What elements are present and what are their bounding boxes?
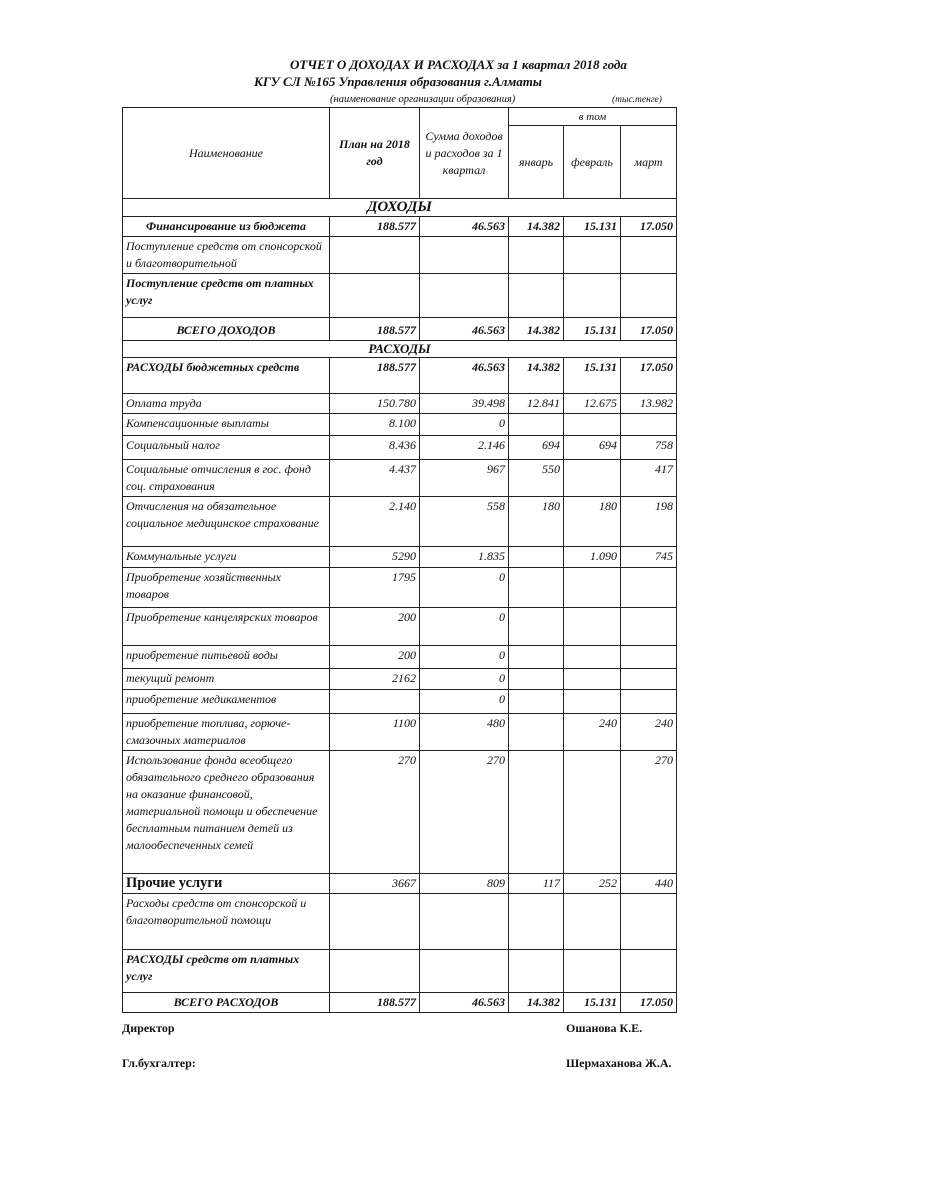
cell-mar xyxy=(621,894,677,950)
cell-mar: 417 xyxy=(621,460,677,497)
cell-mar: 17.050 xyxy=(621,217,677,237)
row-name: приобретение медикаментов xyxy=(123,690,330,714)
cell-mar xyxy=(621,950,677,993)
report-title: ОТЧЕТ О ДОХОДАХ И РАСХОДАХ за 1 квартал 2018 года xyxy=(290,57,627,72)
cell-jan xyxy=(509,547,564,568)
row-name: текущий ремонт xyxy=(123,669,330,690)
cell-feb xyxy=(564,274,621,318)
header-sum: Сумма доходов и расходов за 1 квартал xyxy=(420,108,509,199)
section-income: ДОХОДЫ xyxy=(123,199,677,217)
row-name: Поступление средств от платных услуг xyxy=(123,274,330,318)
table-row xyxy=(123,394,677,414)
cell-feb xyxy=(564,414,621,436)
row-name: Компенсационные выплаты xyxy=(123,414,330,436)
cell-plan: 270 xyxy=(330,751,420,874)
table-row xyxy=(123,669,677,690)
cell-mar: 440 xyxy=(621,874,677,894)
cell-feb: 15.131 xyxy=(564,318,621,341)
cell-plan: 4.437 xyxy=(330,460,420,497)
row-name: ВСЕГО РАСХОДОВ xyxy=(123,993,330,1013)
header-plan: План на 2018 год xyxy=(330,108,420,199)
cell-mar xyxy=(621,568,677,608)
cell-feb: 15.131 xyxy=(564,217,621,237)
cell-plan xyxy=(330,237,420,274)
accountant-label: Гл.бухгалтер: xyxy=(122,1056,196,1070)
row-name: приобретение топлива, горюче-смазочных материалов xyxy=(123,714,330,751)
cell-jan xyxy=(509,237,564,274)
row-name: Финансирование из бюджета xyxy=(123,217,330,237)
cell-mar: 758 xyxy=(621,436,677,460)
cell-feb xyxy=(564,690,621,714)
table-row xyxy=(123,950,677,993)
row-name: Коммунальные услуги xyxy=(123,547,330,568)
table-row xyxy=(123,358,677,394)
row-name: приобретение питьевой воды xyxy=(123,646,330,669)
cell-sum: 46.563 xyxy=(420,318,509,341)
cell-mar: 745 xyxy=(621,547,677,568)
cell-plan xyxy=(330,274,420,318)
cell-feb xyxy=(564,237,621,274)
header-feb: февраль xyxy=(564,126,621,199)
row-name: Отчисления на обязательное социальное медицинское страхование xyxy=(123,497,330,547)
cell-sum xyxy=(420,950,509,993)
cell-mar xyxy=(621,274,677,318)
cell-sum: 967 xyxy=(420,460,509,497)
cell-mar: 270 xyxy=(621,751,677,874)
row-name: Приобретение хозяйственных товаров xyxy=(123,568,330,608)
header-jan: январь xyxy=(509,126,564,199)
table-row xyxy=(123,993,677,1013)
cell-plan: 1100 xyxy=(330,714,420,751)
cell-sum: 809 xyxy=(420,874,509,894)
cell-plan: 188.577 xyxy=(330,217,420,237)
cell-plan: 188.577 xyxy=(330,358,420,394)
row-name: РАСХОДЫ средств от платных услуг xyxy=(123,950,330,993)
cell-jan xyxy=(509,568,564,608)
cell-feb xyxy=(564,646,621,669)
table-row xyxy=(123,274,677,318)
table-row xyxy=(123,436,677,460)
cell-sum: 0 xyxy=(420,646,509,669)
header-including: в том xyxy=(509,108,677,126)
cell-jan xyxy=(509,894,564,950)
table-row xyxy=(123,414,677,436)
cell-jan xyxy=(509,669,564,690)
accountant-name: Шермаханова Ж.А. xyxy=(566,1056,672,1070)
cell-mar xyxy=(621,669,677,690)
cell-plan: 200 xyxy=(330,646,420,669)
row-name: Расходы средств от спонсорской и благотворительной помощи xyxy=(123,894,330,950)
director-name: Ошанова К.Е. xyxy=(566,1021,643,1035)
cell-sum xyxy=(420,894,509,950)
table-row xyxy=(123,751,677,874)
currency-unit: (тыс.тенге) xyxy=(612,95,662,105)
cell-sum: 1.835 xyxy=(420,547,509,568)
cell-mar xyxy=(621,646,677,669)
table-row xyxy=(123,714,677,751)
cell-feb xyxy=(564,608,621,646)
cell-plan xyxy=(330,950,420,993)
cell-feb: 252 xyxy=(564,874,621,894)
table-row xyxy=(123,460,677,497)
table-row xyxy=(123,690,677,714)
report-table xyxy=(122,107,677,1013)
cell-plan: 8.436 xyxy=(330,436,420,460)
cell-sum: 46.563 xyxy=(420,217,509,237)
row-name: ВСЕГО ДОХОДОВ xyxy=(123,318,330,341)
cell-jan xyxy=(509,690,564,714)
cell-feb xyxy=(564,950,621,993)
cell-feb xyxy=(564,751,621,874)
cell-jan: 694 xyxy=(509,436,564,460)
cell-mar: 13.982 xyxy=(621,394,677,414)
cell-plan: 2.140 xyxy=(330,497,420,547)
cell-plan: 5290 xyxy=(330,547,420,568)
cell-jan: 180 xyxy=(509,497,564,547)
organization-caption: (наименование организации образования) xyxy=(330,94,516,105)
cell-feb: 694 xyxy=(564,436,621,460)
cell-jan: 14.382 xyxy=(509,358,564,394)
cell-mar xyxy=(621,690,677,714)
cell-plan: 188.577 xyxy=(330,318,420,341)
cell-plan: 200 xyxy=(330,608,420,646)
table-row xyxy=(123,646,677,669)
cell-feb xyxy=(564,568,621,608)
cell-jan xyxy=(509,714,564,751)
section-expenses: РАСХОДЫ xyxy=(123,341,677,358)
cell-sum xyxy=(420,237,509,274)
table-row xyxy=(123,874,677,894)
cell-sum: 558 xyxy=(420,497,509,547)
cell-plan xyxy=(330,894,420,950)
cell-sum: 39.498 xyxy=(420,394,509,414)
cell-jan: 12.841 xyxy=(509,394,564,414)
cell-plan: 2162 xyxy=(330,669,420,690)
table-row xyxy=(123,547,677,568)
cell-jan: 14.382 xyxy=(509,217,564,237)
table-row xyxy=(123,318,677,341)
row-name: Оплата труда xyxy=(123,394,330,414)
row-name: Использование фонда всеобщего обязательного среднего образования на оказание финансовой, материальной помощи и обеспечение бесплатным питанием детей из малообеспеченных семей xyxy=(123,751,330,874)
cell-plan: 3667 xyxy=(330,874,420,894)
cell-plan: 188.577 xyxy=(330,993,420,1013)
cell-jan xyxy=(509,608,564,646)
cell-plan: 8.100 xyxy=(330,414,420,436)
cell-sum: 2.146 xyxy=(420,436,509,460)
table-row xyxy=(123,568,677,608)
row-name: Поступление средств от спонсорской и благотворительной xyxy=(123,237,330,274)
cell-sum: 0 xyxy=(420,608,509,646)
table-row xyxy=(123,497,677,547)
cell-feb: 15.131 xyxy=(564,993,621,1013)
cell-feb: 180 xyxy=(564,497,621,547)
header-name: Наименование xyxy=(123,108,330,199)
cell-plan xyxy=(330,690,420,714)
cell-sum: 270 xyxy=(420,751,509,874)
table-row xyxy=(123,217,677,237)
cell-mar xyxy=(621,237,677,274)
row-name: РАСХОДЫ бюджетных средств xyxy=(123,358,330,394)
row-name: Прочие услуги xyxy=(123,874,330,894)
cell-sum: 46.563 xyxy=(420,993,509,1013)
row-name: Социальные отчисления в гос. фонд соц. страхования xyxy=(123,460,330,497)
cell-feb: 15.131 xyxy=(564,358,621,394)
cell-feb xyxy=(564,669,621,690)
cell-sum: 0 xyxy=(420,669,509,690)
table-row xyxy=(123,894,677,950)
cell-mar: 17.050 xyxy=(621,318,677,341)
header-mar: март xyxy=(621,126,677,199)
table-row xyxy=(123,237,677,274)
cell-jan xyxy=(509,274,564,318)
cell-mar xyxy=(621,608,677,646)
cell-mar: 240 xyxy=(621,714,677,751)
cell-jan xyxy=(509,950,564,993)
cell-feb: 1.090 xyxy=(564,547,621,568)
cell-mar: 198 xyxy=(621,497,677,547)
cell-jan xyxy=(509,414,564,436)
cell-jan: 550 xyxy=(509,460,564,497)
cell-jan xyxy=(509,646,564,669)
director-label: Директор xyxy=(122,1021,175,1035)
cell-sum: 46.563 xyxy=(420,358,509,394)
cell-plan: 150.780 xyxy=(330,394,420,414)
organization-name: КГУ СЛ №165 Управления образования г.Алматы xyxy=(254,74,542,89)
cell-feb xyxy=(564,460,621,497)
cell-mar: 17.050 xyxy=(621,358,677,394)
cell-jan: 14.382 xyxy=(509,993,564,1013)
cell-sum: 480 xyxy=(420,714,509,751)
table-row xyxy=(123,608,677,646)
cell-jan xyxy=(509,751,564,874)
cell-jan: 14.382 xyxy=(509,318,564,341)
cell-feb: 240 xyxy=(564,714,621,751)
row-name: Приобретение канцелярских товаров xyxy=(123,608,330,646)
cell-mar xyxy=(621,414,677,436)
cell-sum: 0 xyxy=(420,690,509,714)
cell-sum xyxy=(420,274,509,318)
cell-plan: 1795 xyxy=(330,568,420,608)
cell-sum: 0 xyxy=(420,568,509,608)
cell-sum: 0 xyxy=(420,414,509,436)
cell-feb xyxy=(564,894,621,950)
cell-jan: 117 xyxy=(509,874,564,894)
cell-mar: 17.050 xyxy=(621,993,677,1013)
row-name: Социальный налог xyxy=(123,436,330,460)
cell-feb: 12.675 xyxy=(564,394,621,414)
